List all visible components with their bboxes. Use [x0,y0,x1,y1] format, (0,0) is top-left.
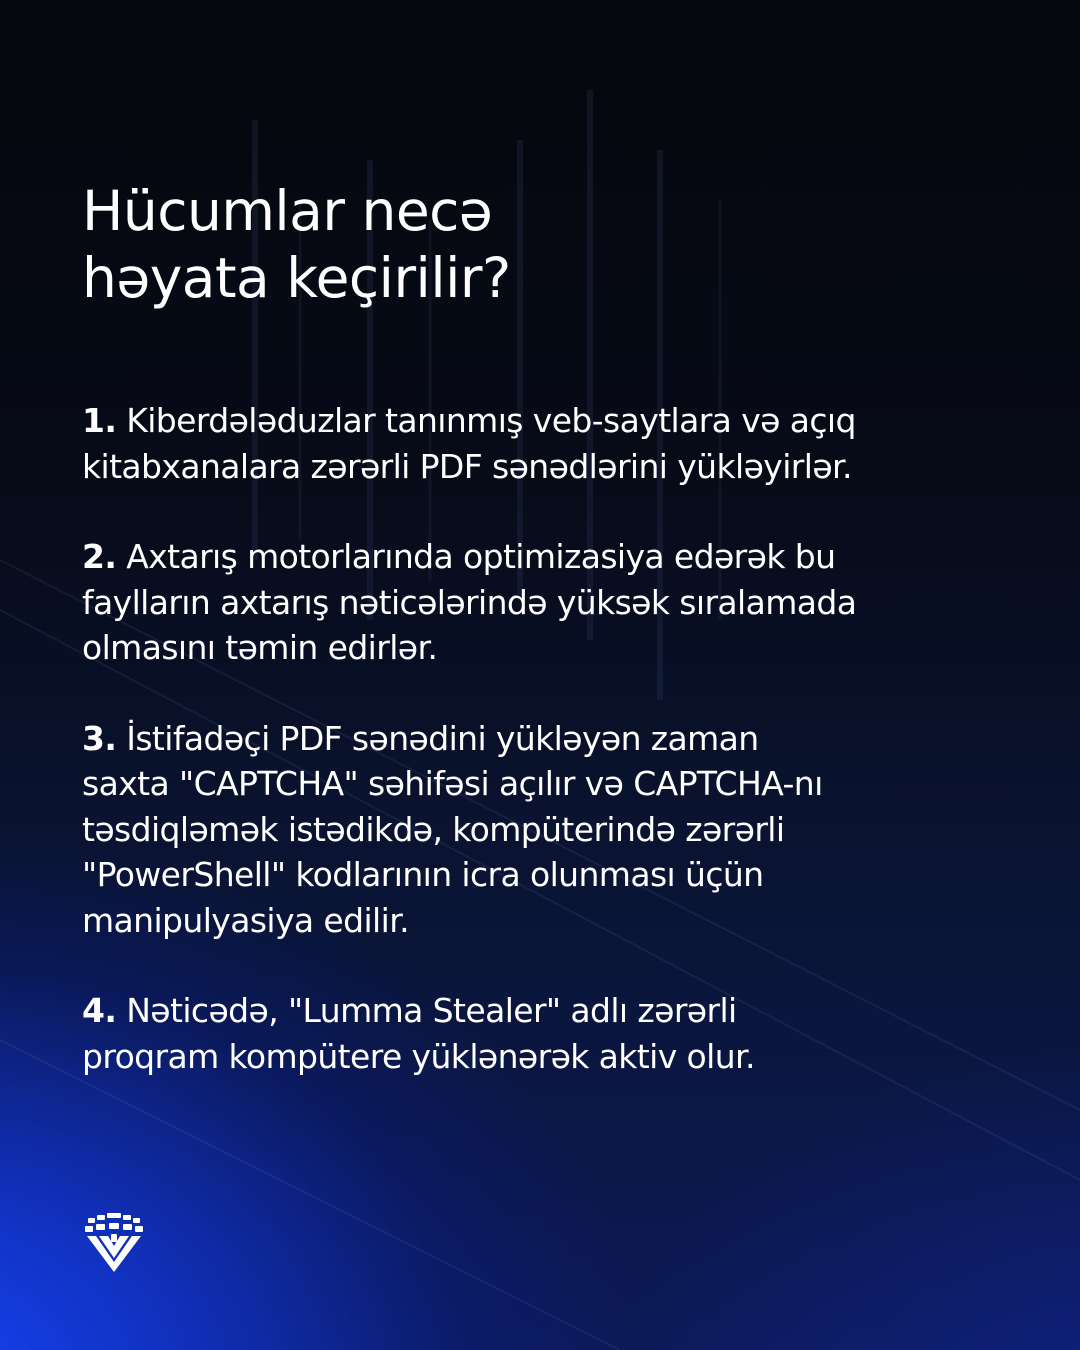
step-text: Axtarış motorlarında optimizasiya edərək bu [126,537,836,576]
step-text: Kiberdələduzlar tanınmış veb-saytlara və açıq [126,401,856,440]
step-number: 1. [82,401,117,440]
step-item [82,398,1002,489]
step-text: Nəticədə, "Lumma Stealer" adlı zərərli [126,991,737,1030]
step-number: 2. [82,537,117,576]
step-item [82,716,1002,944]
steps-list [82,398,1002,1124]
shield-logo-icon [82,1212,146,1274]
page-title [82,178,782,312]
step-text: manipulyasiya edilir. [82,900,410,940]
step-text: olmasını təmin edirlər. [82,628,438,667]
title-line: həyata keçirilir? [82,246,511,310]
title-line: Hücumlar necə [82,179,493,243]
step-text: proqram kompütere yüklənərək aktiv olur. [82,1036,755,1076]
step-item [82,534,1002,671]
step-item [82,988,1002,1079]
step-text: saxta "CAPTCHA" səhifəsi açılır və CAPTCHA-nı [82,764,823,803]
step-number: 3. [82,718,117,758]
step-text: İstifadəçi PDF sənədini yükləyən zaman [126,718,759,758]
step-text: kitabxanalara zərərli PDF sənədlərini yükləyirlər. [82,446,852,486]
step-text: "PowerShell" kodlarının icra olunması üçün [82,855,764,894]
step-text: faylların axtarış nəticələrində yüksək sıralamada [82,582,857,622]
step-number: 4. [82,991,117,1030]
step-text: təsdiqləmək istədikdə, kompüterində zərərli [82,809,785,849]
